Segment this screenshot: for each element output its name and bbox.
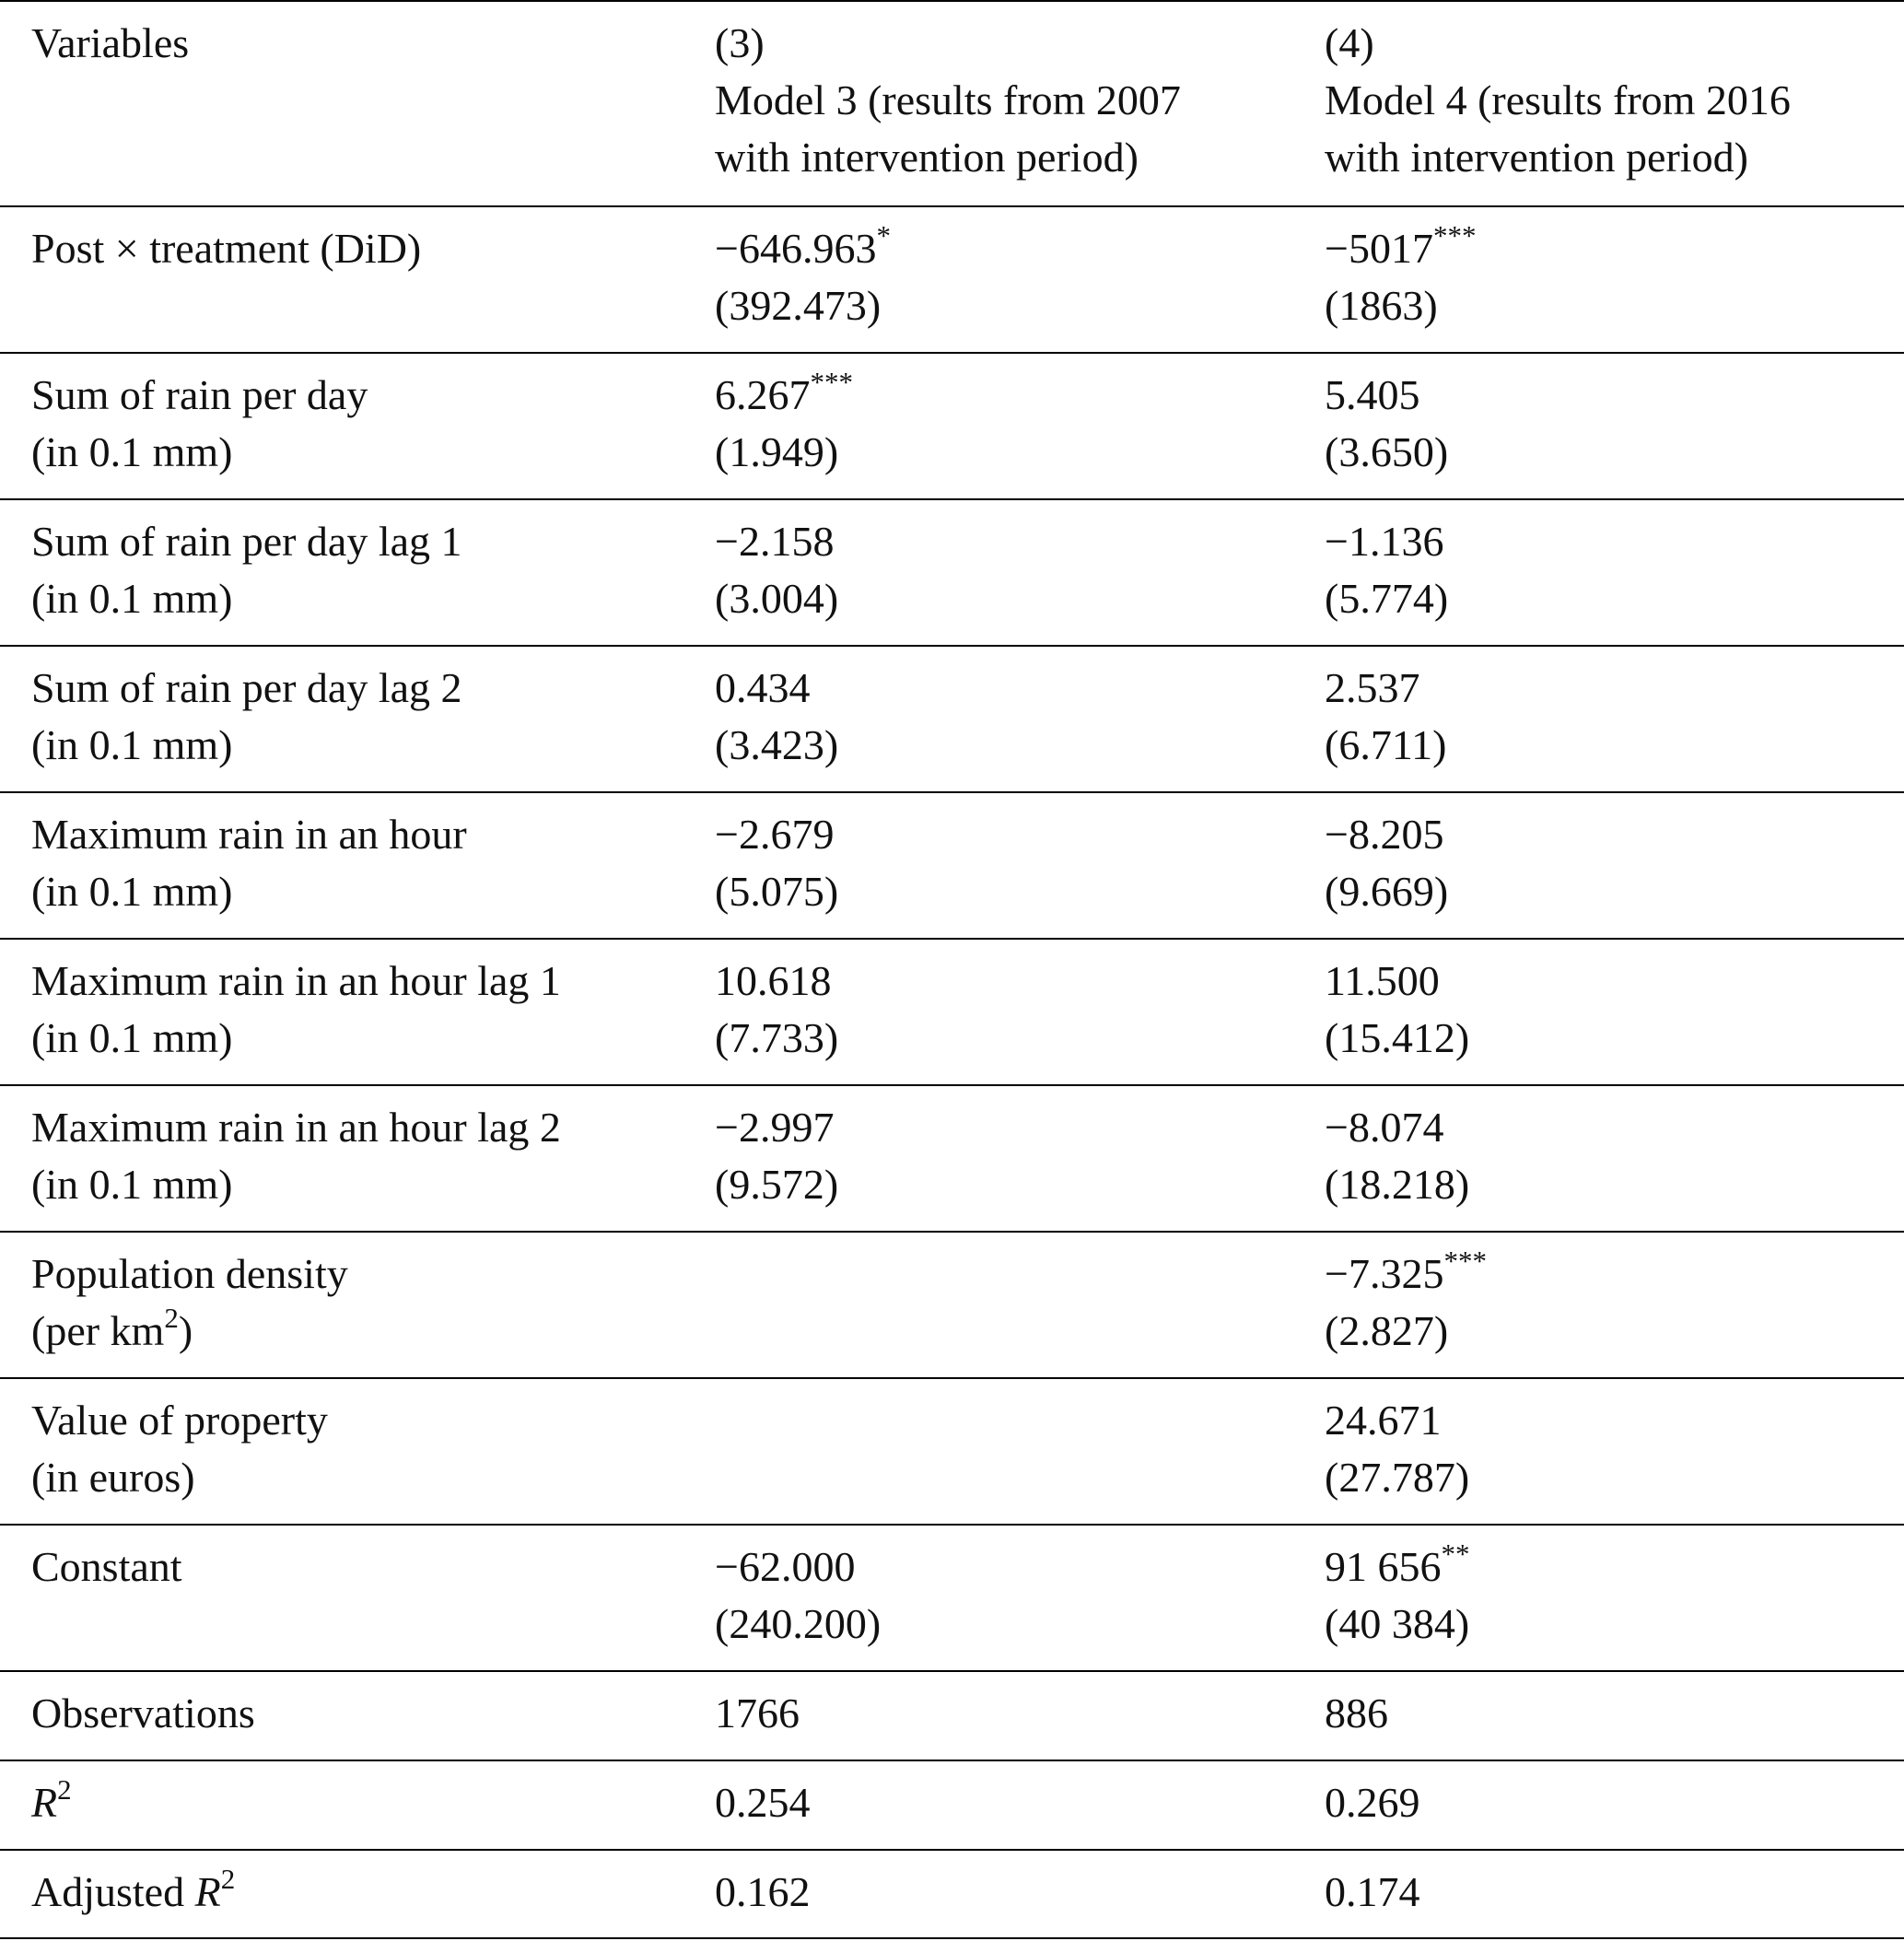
variable-label: Post × treatment (DiD) xyxy=(31,225,422,272)
model-4-cell xyxy=(1325,500,1904,645)
standard-error: (392.473) xyxy=(715,282,882,329)
table-row xyxy=(0,498,1904,645)
standard-error: (9.669) xyxy=(1325,868,1449,915)
model-3-cell xyxy=(715,354,1325,498)
model-3-cell xyxy=(715,1233,1325,1377)
variable-cell xyxy=(0,500,715,645)
observations-row xyxy=(0,1670,1904,1760)
table-row xyxy=(0,1524,1904,1670)
coefficient-value: −2.997 xyxy=(715,1104,835,1151)
model-4-cell xyxy=(1325,1851,1904,1937)
coefficient-value: 5.405 xyxy=(1325,371,1420,418)
standard-error: (1863) xyxy=(1325,282,1438,329)
significance-stars: * xyxy=(876,218,891,251)
r-squared-model-4: 0.269 xyxy=(1325,1779,1420,1826)
coefficient xyxy=(715,1392,1325,1449)
standard-error: (7.733) xyxy=(715,1014,839,1061)
model-3-cell xyxy=(715,647,1325,791)
variable-unit: (in 0.1 mm) xyxy=(31,575,233,622)
r-squared-exponent: 2 xyxy=(57,1772,72,1806)
unit-text: (per km xyxy=(31,1307,165,1354)
table-row xyxy=(0,645,1904,791)
variable-label: Constant xyxy=(31,1543,182,1590)
adjusted-r-squared-label xyxy=(31,1864,715,1921)
significance-stars: *** xyxy=(810,365,853,398)
standard-error: (2.827) xyxy=(1325,1307,1449,1354)
adjusted-r-squared-model-4: 0.174 xyxy=(1325,1868,1420,1915)
model-3-cell xyxy=(715,940,1325,1084)
coefficient-value: 24.671 xyxy=(1325,1397,1442,1444)
model-3-cell xyxy=(715,1379,1325,1524)
r-squared-model-3: 0.254 xyxy=(715,1779,811,1826)
header-model-4 xyxy=(1325,2,1904,205)
coefficient-value: −1.136 xyxy=(1325,518,1444,565)
coefficient-value: −62.000 xyxy=(715,1543,856,1590)
model-4-cell xyxy=(1325,793,1904,938)
table-row xyxy=(0,352,1904,498)
coefficient xyxy=(1325,1392,1904,1449)
variable-unit: (in euros) xyxy=(31,1454,195,1501)
variable-cell xyxy=(0,354,715,498)
unit-close-paren: ) xyxy=(178,1307,193,1354)
coefficient xyxy=(1325,953,1904,1010)
r-symbol: R xyxy=(194,1868,221,1915)
table-row xyxy=(0,205,1904,352)
model-4-cell xyxy=(1325,1526,1904,1670)
observations-label: Observations xyxy=(31,1690,255,1736)
adjusted-r-squared-row xyxy=(0,1849,1904,1939)
standard-error: (5.075) xyxy=(715,868,839,915)
r-squared-row xyxy=(0,1760,1904,1849)
coefficient xyxy=(1325,220,1904,277)
variable-unit: (in 0.1 mm) xyxy=(31,1161,233,1208)
coefficient-value: 10.618 xyxy=(715,957,832,1004)
coefficient xyxy=(715,1245,1325,1303)
coefficient-value: −646.963 xyxy=(715,225,877,272)
table-header-row xyxy=(0,0,1904,205)
coefficient-value: −2.158 xyxy=(715,518,835,565)
model-4-cell xyxy=(1325,940,1904,1084)
coefficient-value: 2.537 xyxy=(1325,664,1420,711)
r-symbol: R xyxy=(31,1779,58,1826)
standard-error: (6.711) xyxy=(1325,721,1447,768)
coefficient xyxy=(1325,367,1904,424)
variable-unit: (in 0.1 mm) xyxy=(31,428,233,475)
coefficient xyxy=(715,220,1325,277)
variable-unit: (in 0.1 mm) xyxy=(31,721,233,768)
standard-error xyxy=(715,1449,1325,1506)
standard-error xyxy=(715,1303,1325,1360)
standard-error: (5.774) xyxy=(1325,575,1449,622)
coefficient-value: 6.267 xyxy=(715,371,811,418)
variable-label: Value of property xyxy=(31,1397,328,1444)
coefficient xyxy=(715,806,1325,863)
adjusted-r-squared-model-3: 0.162 xyxy=(715,1868,811,1915)
r-squared-label xyxy=(31,1774,715,1831)
model-4-cell xyxy=(1325,1672,1904,1760)
standard-error: (27.787) xyxy=(1325,1454,1470,1501)
significance-stars: ** xyxy=(1441,1537,1470,1570)
coefficient xyxy=(1325,513,1904,570)
model-4-cell xyxy=(1325,1761,1904,1849)
variable-cell xyxy=(0,1851,715,1937)
variable-cell xyxy=(0,1233,715,1377)
variable-cell xyxy=(0,1761,715,1849)
coefficient xyxy=(715,660,1325,717)
coefficient xyxy=(1325,1538,1904,1596)
standard-error: (3.423) xyxy=(715,721,839,768)
coefficient xyxy=(1325,1099,1904,1156)
model-3-cell xyxy=(715,207,1325,352)
variable-label: Sum of rain per day lag 1 xyxy=(31,518,462,565)
standard-error: (240.200) xyxy=(715,1600,882,1647)
significance-stars: *** xyxy=(1432,218,1477,251)
variable-unit: (in 0.1 mm) xyxy=(31,868,233,915)
header-variables-label: Variables xyxy=(31,19,190,66)
observations-model-4: 886 xyxy=(1325,1690,1388,1736)
coefficient-value: 91 656 xyxy=(1325,1543,1442,1590)
variable-cell xyxy=(0,1379,715,1524)
model-3-cell xyxy=(715,1086,1325,1231)
standard-error: (1.949) xyxy=(715,428,839,475)
coefficient-value: −8.074 xyxy=(1325,1104,1444,1151)
model-4-cell xyxy=(1325,1086,1904,1231)
coefficient-value: 0.434 xyxy=(715,664,811,711)
coefficient xyxy=(715,1099,1325,1156)
variable-unit xyxy=(31,1303,715,1360)
model-4-cell xyxy=(1325,647,1904,791)
coefficient-value: 11.500 xyxy=(1325,957,1440,1004)
model-3-cell xyxy=(715,500,1325,645)
header-model-4-number: (4) xyxy=(1325,19,1374,66)
header-variables xyxy=(0,2,715,205)
coefficient-value: −2.679 xyxy=(715,811,835,858)
standard-error: (3.650) xyxy=(1325,428,1449,475)
coefficient-value: −8.205 xyxy=(1325,811,1444,858)
model-3-cell xyxy=(715,1672,1325,1760)
r-squared-exponent: 2 xyxy=(220,1862,236,1895)
variable-label: Sum of rain per day xyxy=(31,371,368,418)
table-row xyxy=(0,938,1904,1084)
coefficient-value: −7.325 xyxy=(1325,1250,1444,1297)
variable-cell xyxy=(0,793,715,938)
model-4-cell xyxy=(1325,1379,1904,1524)
table-row xyxy=(0,1084,1904,1231)
coefficient xyxy=(715,513,1325,570)
variable-label: Population density xyxy=(31,1250,348,1297)
standard-error: (40 384) xyxy=(1325,1600,1470,1647)
model-3-cell xyxy=(715,1526,1325,1670)
variable-cell xyxy=(0,1086,715,1231)
observations-model-3: 1766 xyxy=(715,1690,800,1736)
header-model-4-title-line2: with intervention period) xyxy=(1325,134,1748,181)
header-model-3 xyxy=(715,2,1325,205)
model-3-cell xyxy=(715,1851,1325,1937)
variable-cell xyxy=(0,1672,715,1760)
variable-cell xyxy=(0,940,715,1084)
coefficient xyxy=(1325,806,1904,863)
standard-error: (18.218) xyxy=(1325,1161,1470,1208)
standard-error: (3.004) xyxy=(715,575,839,622)
variable-cell xyxy=(0,1526,715,1670)
model-4-cell xyxy=(1325,354,1904,498)
model-3-cell xyxy=(715,793,1325,938)
coefficient-value: −5017 xyxy=(1325,225,1433,272)
header-model-3-number: (3) xyxy=(715,19,765,66)
table-row xyxy=(0,1231,1904,1377)
significance-stars: *** xyxy=(1443,1244,1487,1277)
model-3-cell xyxy=(715,1761,1325,1849)
standard-error: (9.572) xyxy=(715,1161,839,1208)
header-model-3-title-line1: Model 3 (results from 2007 xyxy=(715,76,1181,123)
standard-error: (15.412) xyxy=(1325,1014,1470,1061)
variable-label: Maximum rain in an hour lag 1 xyxy=(31,957,561,1004)
variable-label: Maximum rain in an hour lag 2 xyxy=(31,1104,561,1151)
table-row xyxy=(0,1377,1904,1524)
coefficient xyxy=(1325,660,1904,717)
coefficient xyxy=(715,953,1325,1010)
header-model-3-title-line2: with intervention period) xyxy=(715,134,1139,181)
coefficient xyxy=(1325,1245,1904,1303)
variable-unit: (in 0.1 mm) xyxy=(31,1014,233,1061)
variable-label: Sum of rain per day lag 2 xyxy=(31,664,462,711)
model-4-cell xyxy=(1325,1233,1904,1377)
model-4-cell xyxy=(1325,207,1904,352)
variable-label: Maximum rain in an hour xyxy=(31,811,467,858)
adjusted-prefix: Adjusted xyxy=(31,1868,195,1915)
variable-cell xyxy=(0,207,715,352)
table-row xyxy=(0,791,1904,938)
coefficient xyxy=(715,367,1325,424)
variable-cell xyxy=(0,647,715,791)
coefficient xyxy=(715,1538,1325,1596)
header-model-4-title-line1: Model 4 (results from 2016 xyxy=(1325,76,1791,123)
unit-exponent: 2 xyxy=(164,1301,179,1334)
